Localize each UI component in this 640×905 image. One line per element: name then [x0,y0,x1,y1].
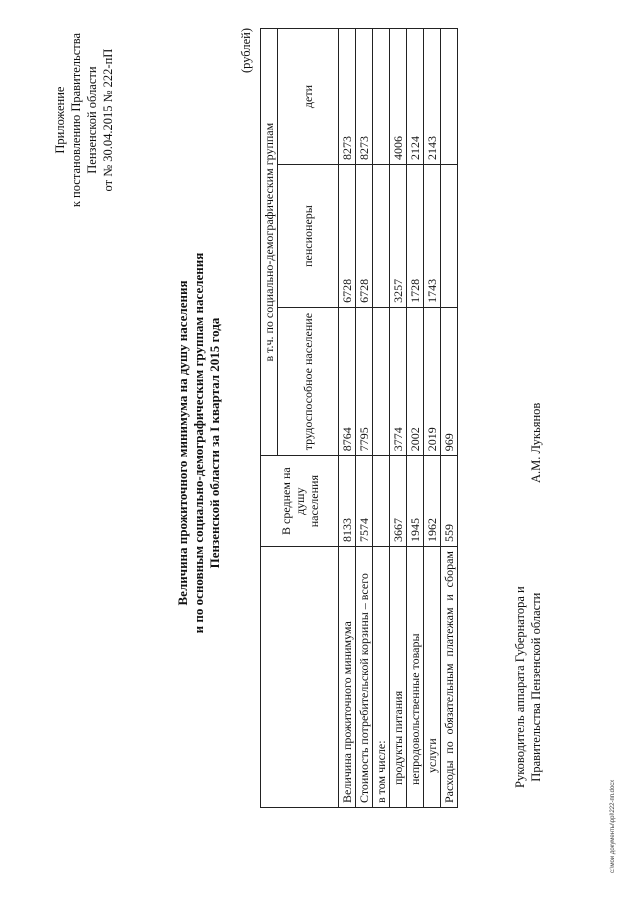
cell-working: 969 [441,307,458,455]
table-row [441,29,458,808]
cell-children: 8273 [356,29,373,165]
table-row [356,29,373,808]
signature-line1: Руководитель аппарата Губернатора и [513,586,527,788]
cell-avg: 8133 [339,456,356,547]
table-row [339,29,356,808]
table-row [424,29,441,808]
cell-avg: 559 [441,456,458,547]
appendix-line4: от № 30.04.2015 № 222-пП [101,48,115,192]
cell-avg: 1945 [407,456,424,547]
table-row [407,29,424,808]
file-path: c:\мои документы\ppl\222-пп.docx [610,779,616,873]
signature-line2: Правительства Пензенской области [529,592,543,782]
cell-avg [373,456,390,547]
subsistence-table [260,28,458,808]
row-label: Величина прожиточного минимума [339,546,356,807]
units-label: (рублей) [239,28,253,74]
cell-working: 3774 [390,307,407,455]
cell-children [373,29,390,165]
cell-working [373,307,390,455]
title-line2: и по основным социально-демографическим группам населения [191,252,206,634]
header-empty [261,546,339,807]
rotated-page [22,13,622,873]
cell-pensioners [441,165,458,308]
cell-children: 2143 [424,29,441,165]
cell-pensioners [373,165,390,308]
document-title [175,13,223,873]
cell-pensioners: 3257 [390,165,407,308]
row-label: непродовольственные товары [407,546,424,807]
table-row [373,29,390,808]
cell-pensioners: 1728 [407,165,424,308]
row-label: Стоимость потребительской корзины – всего [356,546,373,807]
row-label: Расходы по обязательным платежам и сборам [441,546,458,807]
header-children: дети [278,29,339,165]
header-row [261,29,278,808]
signature-name: А.М. Лукьянов [529,402,543,483]
header-pensioners: пенсионеры [278,165,339,308]
cell-avg: 7574 [356,456,373,547]
row-label: продукты питания [390,546,407,807]
cell-avg: 1962 [424,456,441,547]
cell-avg: 3667 [390,456,407,547]
row-label: в том числе: [373,546,390,807]
signature-position [512,586,544,788]
cell-working: 2019 [424,307,441,455]
cell-pensioners: 1743 [424,165,441,308]
row-label: услуги [424,546,441,807]
appendix-line1: Приложение [53,86,67,154]
title-line1: Величина прожиточного минимума на душу населения [175,280,190,606]
title-line3: Пензенской области за I квартал 2015 года [207,317,222,569]
cell-children: 8273 [339,29,356,165]
cell-working: 8764 [339,307,356,455]
appendix-line3: Пензенской области [85,66,99,174]
appendix-block [52,33,116,207]
cell-children: 2124 [407,29,424,165]
cell-children [441,29,458,165]
cell-working: 7795 [356,307,373,455]
cell-pensioners: 6728 [339,165,356,308]
table-row [390,29,407,808]
cell-children: 4006 [390,29,407,165]
header-groups: в т.ч. по социально-демографическим группам [261,29,278,456]
cell-pensioners: 6728 [356,165,373,308]
header-working: трудоспособное население [278,307,339,455]
cell-working: 2002 [407,307,424,455]
appendix-line2: к постановлению Правительства [69,33,83,208]
header-avg: В среднем на душу населения [261,456,339,547]
